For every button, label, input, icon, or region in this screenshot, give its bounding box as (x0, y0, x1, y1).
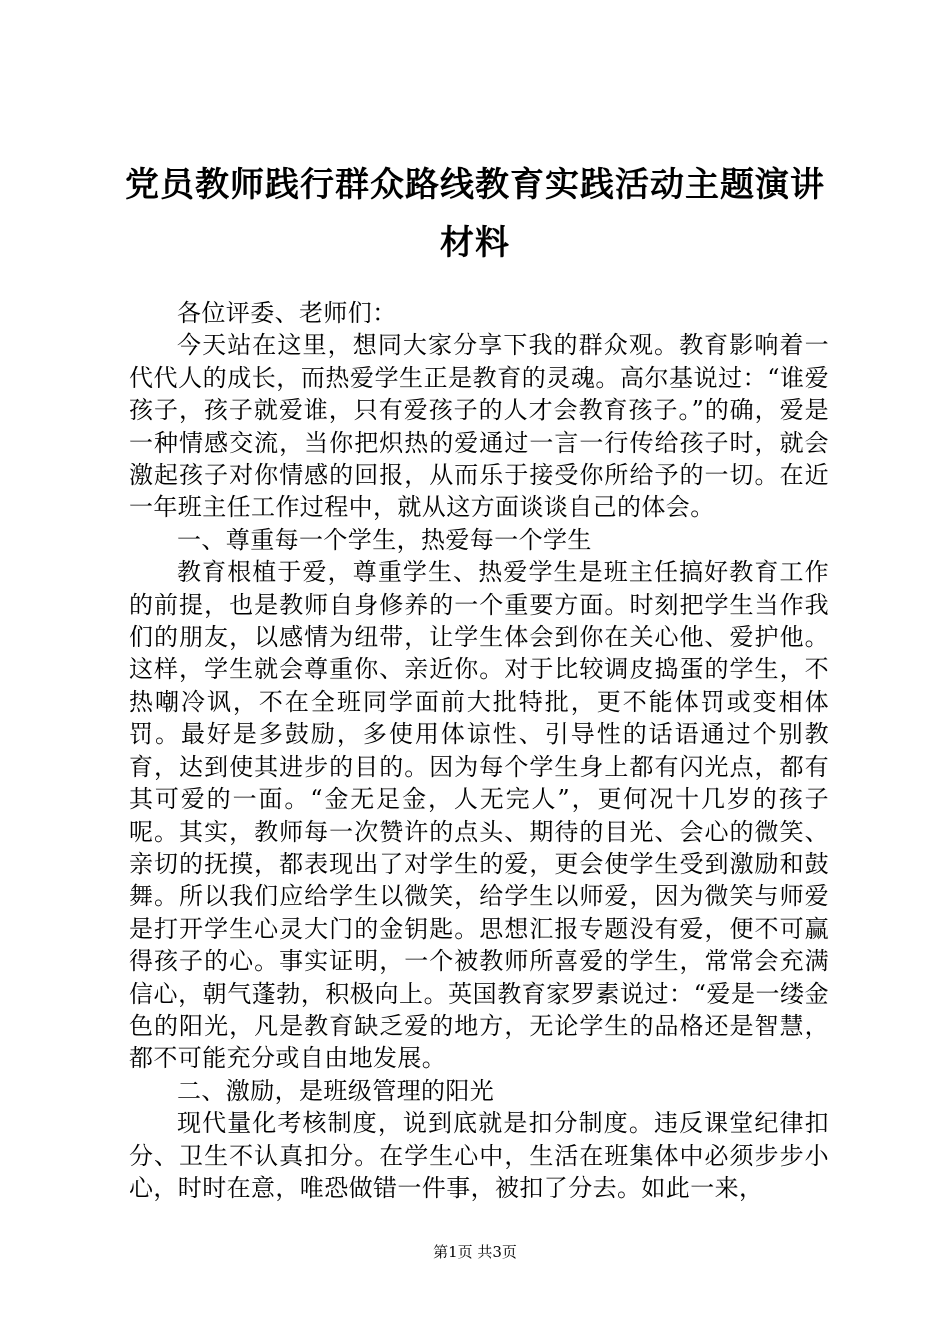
section-2-paragraph: 现代量化考核制度，说到底就是扣分制度。违反课堂纪律扣分、卫生不认真扣分。在学生心中，生活在班集体中必须步步小心，时时在意，唯恐做错一件事，被扣了分去。如此一来， (129, 1109, 829, 1202)
document-title: 党员教师践行群众路线教育实践活动主题演讲材料 (125, 165, 825, 263)
page-footer: 第1页 共3页 (433, 1243, 517, 1261)
salutation-paragraph: 各位评委、老师们： (177, 299, 397, 327)
intro-paragraph: 今天站在这里，想同大家分享下我的群众观。教育影响着一代代人的成长，而热爱学生正是教育的灵魂。高尔基说过：“谁爱孩子，孩子就爱谁，只有爱孩子的人才会教育孩子。”的确，爱是一种情感交流，当你把炽热的爱通过一言一行传给孩子时，就会激起孩子对你情感的回报，从而乐于接受你所给予的一切。在近一年班主任工作过程中，就从这方面谈谈自己的体会。 (129, 331, 829, 522)
document-body (129, 297, 829, 1204)
section-heading-1: 一、尊重每一个学生，热爱每一个学生 (177, 525, 592, 554)
section-1-paragraph: 教育根植于爱，尊重学生、热爱学生是班主任搞好教育工作的前提，也是教师自身修养的一个重要方面。时刻把学生当作我们的朋友，以感情为纽带，让学生体会到你在关心他、爱护他。这样，学生就会尊重你、亲近你。对于比较调皮捣蛋的学生，不热嘲冷讽，不在全班同学面前大批特批，更不能体罚或变相体罚。最好是多鼓励，多使用体谅性、引导性的话语通过个别教育，达到使其进步的目的。因为每个学生身上都有闪光点，都有其可爱的一面。“金无足金，人无完人”，更何况十几岁的孩子呢。其实，教师每一次赞许的点头、期待的目光、会心的微笑、亲切的抚摸，都表现出了对学生的爱，更会使学生受到激励和鼓舞。所以我们应给学生以微笑，给学生以师爱，因为微笑与师爱是打开学生心灵大门的金钥匙。思想汇报专题没有爱，便不可赢得孩子的心。事实证明，一个被教师所喜爱的学生，常常会充满信心，朝气蓬勃，积极向上。英国教育家罗素说过：“爱是一缕金色的阳光，凡是教育缺乏爱的地方，无论学生的品格还是智慧，都不可能充分或自由地发展。 (129, 558, 829, 1073)
section-heading-2: 二、激励，是班级管理的阳光 (177, 1076, 495, 1105)
